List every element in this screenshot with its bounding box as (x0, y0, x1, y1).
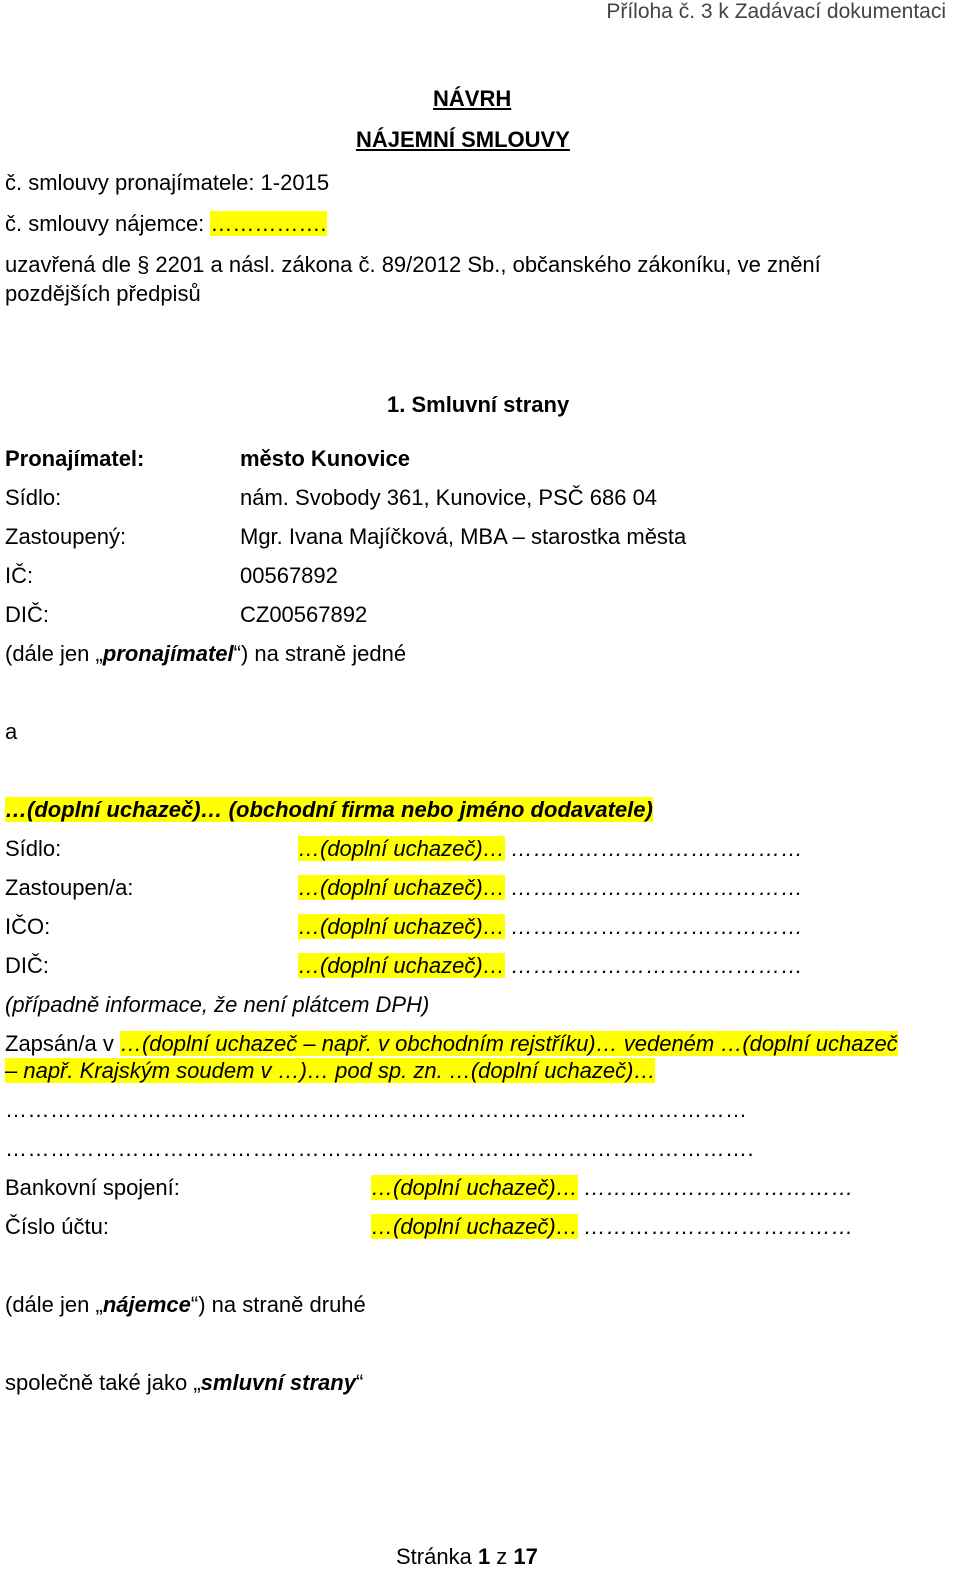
tenant-seat-dots: ………………………………… (510, 836, 804, 861)
together-term: smluvní strany (200, 1370, 356, 1395)
tenant-note-suffix: “) na straně druhé (190, 1292, 366, 1317)
tenant-account-value (371, 1214, 854, 1239)
tenant-note-term: nájemce (102, 1292, 191, 1317)
document-title: NÁVRH (433, 86, 512, 111)
tenant-bank-dots: ……………………………… (583, 1175, 854, 1200)
tenant-account-dots: ……………………………… (583, 1214, 854, 1239)
tenant-registry-line1 (5, 1031, 898, 1056)
document-subtitle: NÁJEMNÍ SMLOUVY (356, 127, 570, 152)
footer-total: 17 (513, 1544, 538, 1569)
legal-basis-line1: uzavřená dle § 2201 a násl. zákona č. 89/2012 Sb., občanského zákoníku, ve znění (5, 252, 821, 277)
tenant-rep-dots: ………………………………… (510, 875, 804, 900)
tenant-contract-label: č. smlouvy nájemce: (5, 211, 211, 236)
tenant-registry-line2 (5, 1058, 655, 1083)
together-note (5, 1370, 363, 1395)
lessor-rep-label: Zastoupený: (5, 524, 127, 549)
tenant-dic-dots: ………………………………… (510, 953, 804, 978)
tenant-bank-placeholder: …(doplní uchazeč)… (371, 1175, 578, 1200)
lessor-seat-label: Sídlo: (5, 485, 62, 510)
tenant-contract-placeholder: ……………. (210, 211, 327, 236)
tenant-bank-value (371, 1175, 854, 1200)
attachment-header: Příloha č. 3 k Zadávací dokumentaci (606, 0, 946, 23)
footer-prefix: Stránka (396, 1544, 478, 1569)
tenant-dic-placeholder: …(doplní uchazeč)… (298, 953, 505, 978)
lessor-note-term: pronajímatel (102, 641, 234, 666)
lessor-dic-label: DIČ: (5, 602, 49, 627)
tenant-name-highlight: …(doplní uchazeč)… (obchodní firma nebo jméno dodavatele) (5, 797, 653, 822)
footer-page: 1 (477, 1544, 491, 1569)
tenant-note (5, 1292, 366, 1317)
tenant-dic-value (298, 953, 803, 978)
tenant-registry-prefix: Zapsán/a v (5, 1031, 120, 1056)
tenant-rep-label: Zastoupen/a: (5, 875, 134, 900)
lessor-note-prefix: (dále jen „ (5, 641, 103, 666)
tenant-vat-note: (případně informace, že není plátcem DPH) (5, 992, 430, 1017)
lessor-rep-value: Mgr. Ivana Majíčková, MBA – starostka města (240, 524, 687, 549)
tenant-rep-value (298, 875, 803, 900)
tenant-registry-placeholder2: – např. Krajským soudem v …)… pod sp. zn. …(doplní uchazeč)… (5, 1058, 656, 1083)
tenant-rep-placeholder: …(doplní uchazeč)… (298, 875, 505, 900)
tenant-dots-line2: ………………………………………………………………………………………. (5, 1136, 755, 1161)
footer-middle: z (490, 1544, 514, 1569)
tenant-seat-label: Sídlo: (5, 836, 62, 861)
tenant-seat-placeholder: …(doplní uchazeč)… (298, 836, 505, 861)
tenant-contract-number (5, 211, 327, 236)
lessor-dic-value: CZ00567892 (240, 602, 368, 627)
tenant-dots-line1: ……………………………………………………………………………………… (5, 1097, 748, 1122)
tenant-name-placeholder (5, 797, 653, 822)
tenant-ico-dots: ………………………………… (510, 914, 804, 939)
tenant-account-placeholder: …(doplní uchazeč)… (371, 1214, 578, 1239)
lessor-note (5, 641, 406, 666)
lessor-contract-number: č. smlouvy pronajímatele: 1-2015 (5, 170, 330, 195)
together-suffix: “ (355, 1370, 364, 1395)
tenant-note-prefix: (dále jen „ (5, 1292, 103, 1317)
tenant-ico-placeholder: …(doplní uchazeč)… (298, 914, 505, 939)
lessor-ic-label: IČ: (5, 563, 34, 588)
lessor-label: Pronajímatel: (5, 446, 145, 471)
tenant-seat-value (298, 836, 803, 861)
page-number-footer (396, 1544, 538, 1569)
legal-basis-line2: pozdějších předpisů (5, 281, 201, 306)
together-prefix: společně také jako „ (5, 1370, 201, 1395)
lessor-seat-value: nám. Svobody 361, Kunovice, PSČ 686 04 (240, 485, 658, 510)
tenant-account-label: Číslo účtu: (5, 1214, 109, 1239)
tenant-registry-placeholder1: …(doplní uchazeč – např. v obchodním rejstříku)… vedeném …(doplní uchazeč (119, 1031, 898, 1056)
lessor-note-suffix: “) na straně jedné (233, 641, 407, 666)
tenant-bank-label: Bankovní spojení: (5, 1175, 180, 1200)
tenant-ico-value (298, 914, 803, 939)
lessor-name: město Kunovice (240, 446, 410, 471)
and-word: a (5, 719, 18, 744)
tenant-ico-label: IČO: (5, 914, 51, 939)
lessor-ic-value: 00567892 (240, 563, 338, 588)
tenant-dic-label: DIČ: (5, 953, 49, 978)
section-heading: 1. Smluvní strany (387, 392, 570, 417)
